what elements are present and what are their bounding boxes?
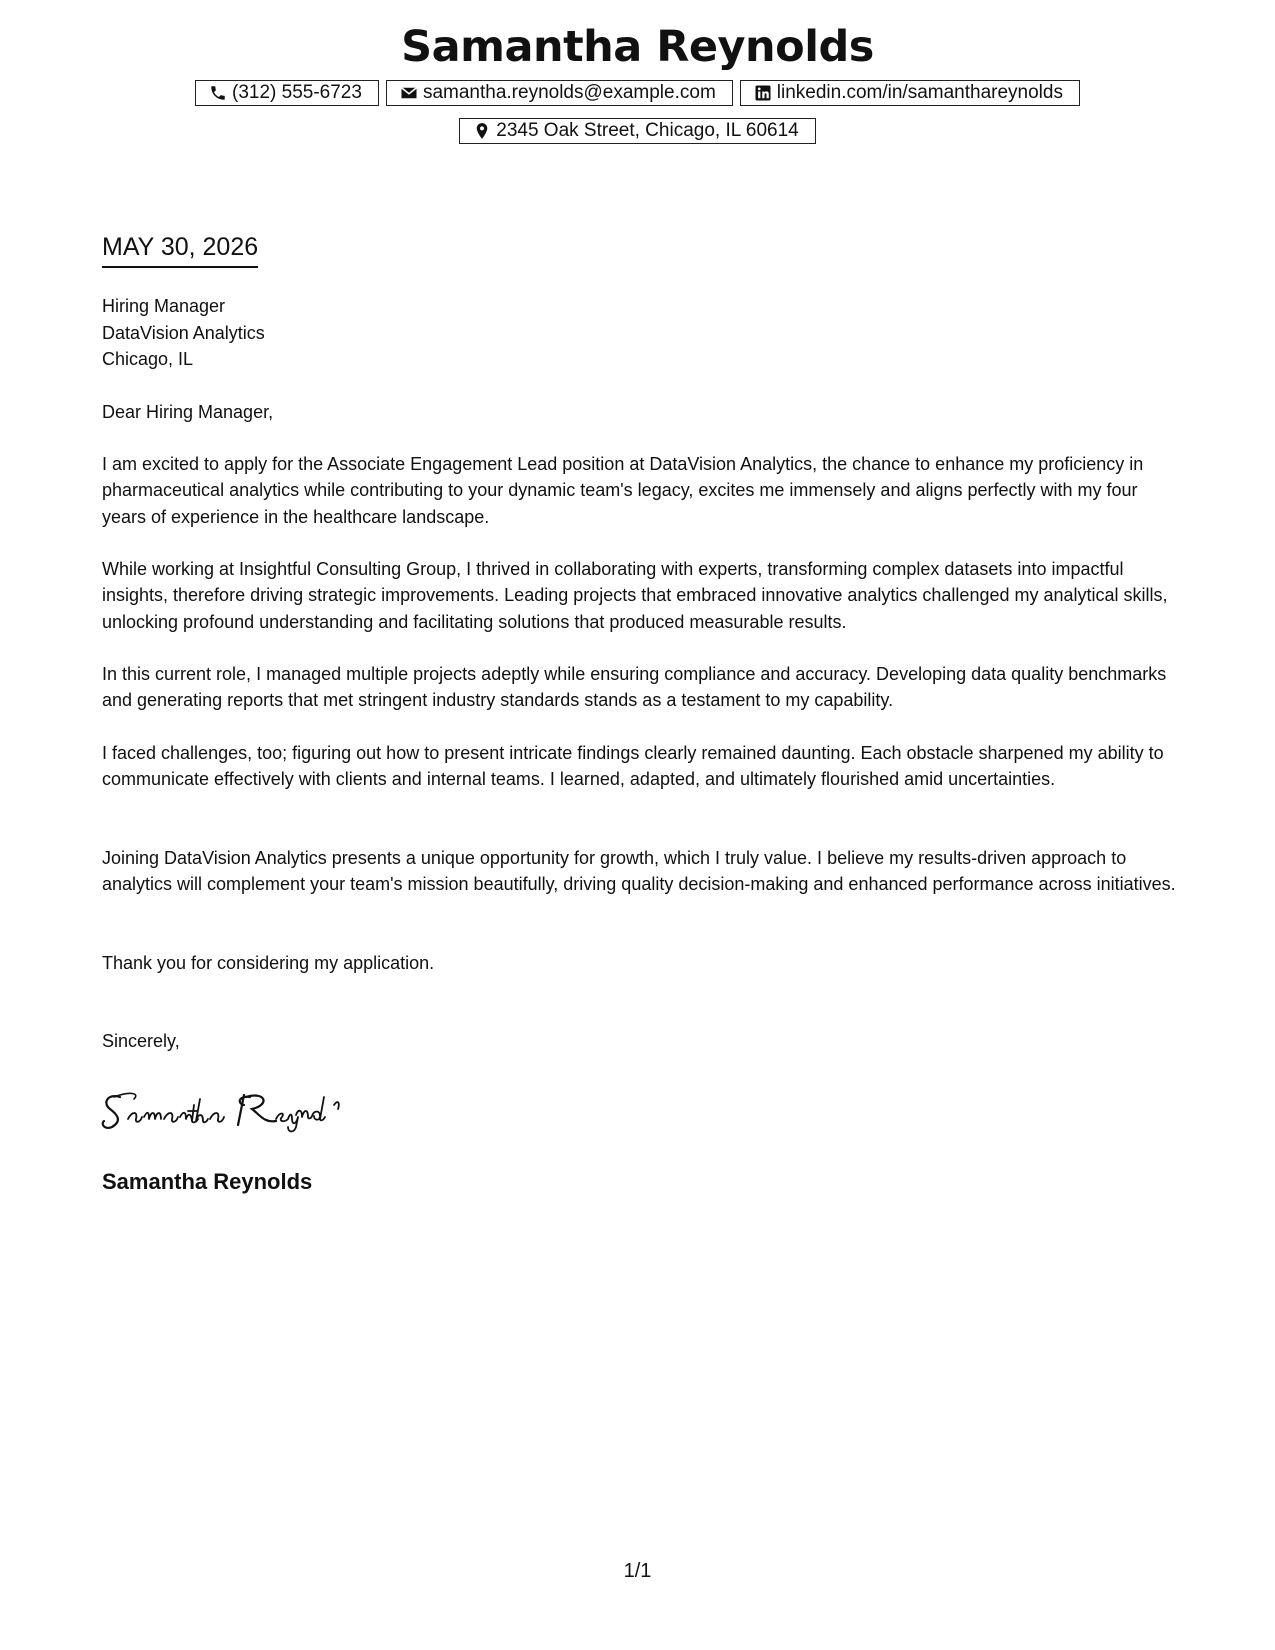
address-text: 2345 Oak Street, Chicago, IL 60614 <box>496 120 799 141</box>
contact-row <box>0 80 1275 106</box>
phone-icon <box>209 84 227 102</box>
linkedin-text: linkedin.com/in/samanthareynolds <box>776 82 1063 103</box>
page-number: 1/1 <box>623 1560 652 1582</box>
paragraph: While working at Insightful Consulting Group, I thrived in collaborating with experts, transforming complex datasets into impactful insights, therefore driving strategic improvements. Leading projects that embraced innovative analytics challenged my analytical skills, unlocking profound understanding and facilitating solutions that produced measurable results. <box>102 559 1168 632</box>
recipient-company: DataVision Analytics <box>102 322 265 343</box>
recipient-block <box>102 293 265 373</box>
map-pin-icon <box>473 122 491 140</box>
phone-contact <box>195 80 379 106</box>
email-contact <box>386 80 733 106</box>
recipient-location: Chicago, IL <box>102 349 194 369</box>
letter-date: MAY 30, 2026 <box>102 233 258 268</box>
signed-name: Samantha Reynolds <box>102 1169 313 1194</box>
recipient-title: Hiring Manager <box>102 296 226 316</box>
email-text: samantha.reynolds@example.com <box>422 82 716 103</box>
phone-text: (312) 555-6723 <box>232 82 362 103</box>
address-row <box>0 118 1275 144</box>
paragraph: I am excited to apply for the Associate Engagement Lead position at DataVision Analytics, the chance to enhance my proficiency in pharmaceutical analytics while contributing to your dynamic team's legacy, excites me immensely and aligns perfectly with my four years of experience in the healthcare landscape. <box>102 454 1144 527</box>
linkedin-icon <box>754 84 772 102</box>
handwritten-signature <box>100 1085 362 1133</box>
address-contact <box>459 118 815 144</box>
closing: Sincerely, <box>102 1031 180 1051</box>
paragraph: Joining DataVision Analytics presents a unique opportunity for growth, which I truly value. I believe my results-driven approach to analytics will complement your team's mission beautifully, driving quality decision-making and enhanced performance across initiatives. <box>102 848 1176 895</box>
thank-you-line: Thank you for considering my application. <box>102 953 435 973</box>
linkedin-contact <box>740 80 1080 106</box>
paragraph: In this current role, I managed multiple projects adeptly while ensuring compliance and accuracy. Developing data quality benchmarks and generating reports that met stringent industry standards stands as a testament to my capability. <box>102 664 1167 711</box>
salutation: Dear Hiring Manager, <box>102 402 274 422</box>
applicant-name: Samantha Reynolds <box>401 22 874 72</box>
paragraph: I faced challenges, too; figuring out how to present intricate findings clearly remained daunting. Each obstacle sharpened my ability to communicate effectively with clients and internal teams. I learned, adapted, and ultimately flourished amid uncertainties. <box>102 743 1164 790</box>
envelope-icon <box>400 84 418 102</box>
